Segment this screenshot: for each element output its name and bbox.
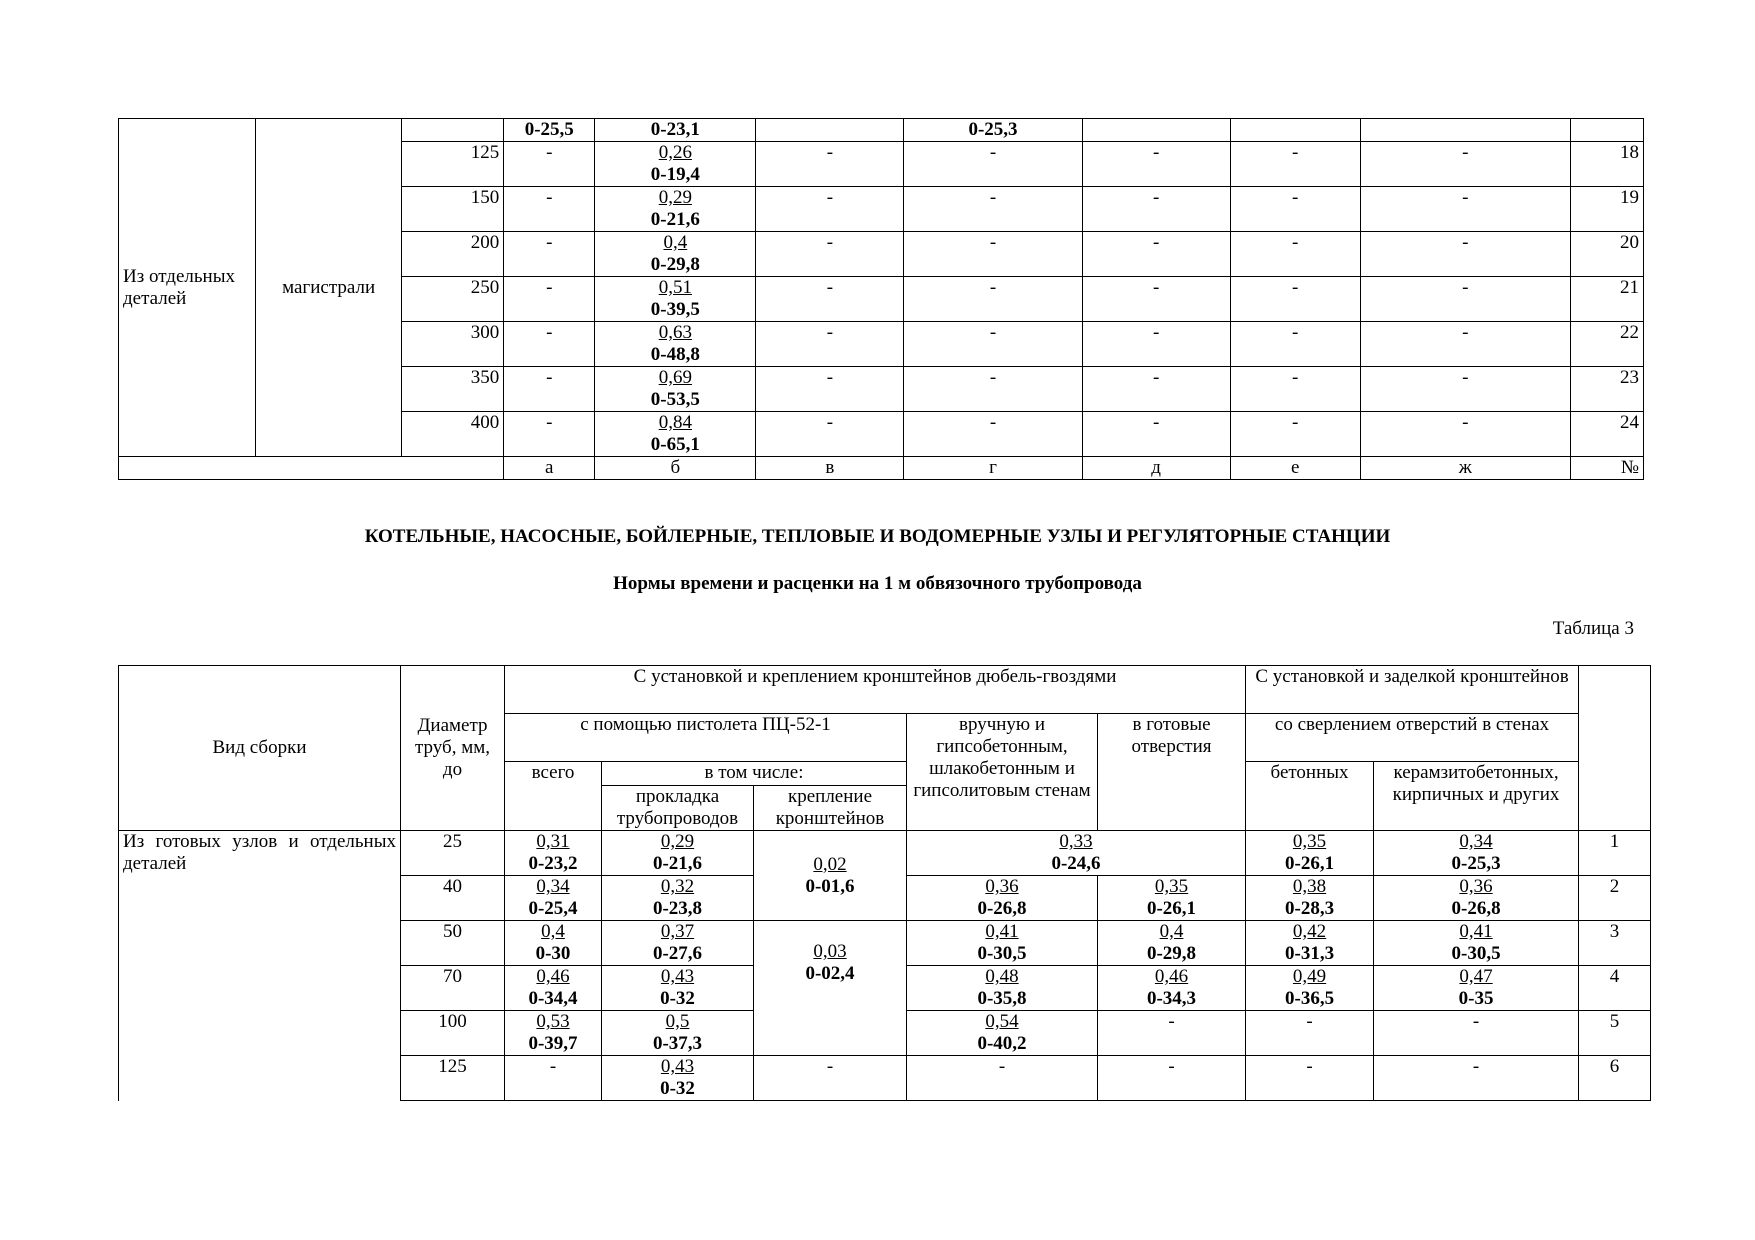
diameter-cell: 250: [402, 277, 504, 322]
table-cell: -: [904, 232, 1082, 277]
diameter-cell: 150: [402, 187, 504, 232]
row-number: 20: [1570, 232, 1643, 277]
table-cell: [595, 187, 756, 232]
header-cell: вручную и гипсобетонным, шлакобетонным и гипсолитовым стенам: [907, 714, 1098, 831]
rate: 0-02,4: [805, 963, 855, 984]
table-cell: -: [504, 142, 595, 187]
table-cell: -: [756, 412, 904, 457]
table-cell: -: [1230, 412, 1360, 457]
table-cell: -: [907, 1056, 1098, 1101]
rate: 0-30,5: [1451, 943, 1501, 964]
table-cell: -: [504, 412, 595, 457]
header-vid: Вид сборки: [212, 737, 307, 758]
table-cell: [505, 1011, 602, 1056]
table-cell: -: [1230, 232, 1360, 277]
table-cell: [595, 232, 756, 277]
table-cell: -: [1098, 1056, 1246, 1101]
row-number: 21: [1570, 277, 1643, 322]
table-cell: -: [756, 232, 904, 277]
assembly-type-label: Из готовых узлов и отдельных деталей: [123, 831, 396, 874]
table-cell: [1098, 876, 1246, 921]
table-cell: -: [1360, 412, 1570, 457]
norm-time: 0,49: [1292, 966, 1327, 987]
table-cell: [1246, 831, 1374, 876]
table-cell: [1570, 119, 1643, 142]
rate: 0-34,3: [1146, 988, 1197, 1009]
norm-time: 0,4: [541, 921, 565, 942]
table-cell: -: [1230, 367, 1360, 412]
table-cell: [595, 367, 756, 412]
table-cell: [595, 412, 756, 457]
row-number: 22: [1570, 322, 1643, 367]
column-letter: г: [904, 457, 1082, 480]
diameter-cell: 200: [402, 232, 504, 277]
rate: 0-30: [535, 943, 571, 964]
rate: 0-39,5: [650, 299, 700, 320]
diameter-cell: 40: [401, 876, 505, 921]
rate: 0-35,8: [977, 988, 1027, 1009]
rate: 0-26,8: [1451, 898, 1501, 919]
table-cell: -: [1360, 232, 1570, 277]
table-cell: -: [904, 142, 1082, 187]
header-cell: керамзитобетонных, кирпичных и других: [1374, 762, 1579, 831]
column-letter: д: [1082, 457, 1230, 480]
diameter-cell: 25: [401, 831, 505, 876]
norm-time: 0,34: [1459, 831, 1493, 852]
column-letter: е: [1230, 457, 1360, 480]
norm-time: 0,43: [660, 966, 695, 987]
rate: 0-34,4: [528, 988, 578, 1009]
norm-time: 0,35: [1292, 831, 1327, 852]
table-cell: [1246, 876, 1374, 921]
norm-time: 0,4: [663, 232, 688, 253]
table-cell: 0-23,1: [595, 119, 756, 142]
norm-time: 0,5: [665, 1011, 690, 1032]
table-row: [119, 119, 1644, 142]
rate: 0-35: [1458, 988, 1494, 1009]
diameter-cell: 125: [401, 1056, 505, 1101]
norm-time: 0,48: [985, 966, 1019, 987]
table-cell: -: [1098, 1011, 1246, 1056]
table-cell: -: [504, 322, 595, 367]
table-cell: [505, 831, 602, 876]
table-cell: [1374, 921, 1579, 966]
norm-time: 0,47: [1459, 966, 1493, 987]
rate: 0-21,6: [652, 853, 703, 874]
norm-time: 0,26: [658, 142, 692, 163]
row-number: 23: [1570, 367, 1643, 412]
table-cell: [602, 921, 754, 966]
table-cell: [754, 921, 907, 1056]
header-cell: в том числе:: [602, 762, 907, 786]
header-row: [119, 666, 1651, 714]
table-cell: [1374, 966, 1579, 1011]
table-cell: [907, 831, 1246, 876]
table-cell: -: [1360, 187, 1570, 232]
rate: 0-26,1: [1146, 898, 1197, 919]
rate: 0-23,2: [528, 853, 578, 874]
norm-time: 0,54: [985, 1011, 1019, 1032]
norm-time: 0,31: [536, 831, 570, 852]
table-cell: [1246, 966, 1374, 1011]
norm-time: 0,03: [813, 941, 847, 962]
table-row: [119, 831, 1651, 876]
rate: 0-31,3: [1285, 943, 1335, 964]
norm-time: 0,42: [1292, 921, 1327, 942]
row-number: 2: [1579, 876, 1651, 921]
table-cell: [907, 921, 1098, 966]
table-cell: -: [904, 277, 1082, 322]
table-footer-row: [119, 457, 1644, 480]
table-cell: [602, 966, 754, 1011]
column-letter: б: [595, 457, 756, 480]
table-cell: [1230, 119, 1360, 142]
diameter-cell: 50: [401, 921, 505, 966]
norm-time: 0,35: [1154, 876, 1189, 897]
norm-time: 0,34: [536, 876, 570, 897]
norm-time: 0,41: [1459, 921, 1493, 942]
table-cell: -: [505, 1056, 602, 1101]
rate: 0-26,1: [1285, 853, 1335, 874]
header-cell: [119, 666, 401, 831]
rate: 0-32: [660, 988, 695, 1009]
norm-time: 0,38: [1292, 876, 1327, 897]
table-number: Таблица 3: [1552, 618, 1634, 639]
table-cell: [402, 119, 504, 142]
table-cell: [1360, 119, 1570, 142]
table-cell: -: [1230, 142, 1360, 187]
table-cell: -: [1360, 367, 1570, 412]
table-cell: [1374, 876, 1579, 921]
header-cell: [401, 666, 505, 831]
header-cell: прокладка трубопроводов: [602, 786, 754, 831]
header-cell: всего: [505, 762, 602, 831]
rate: 0-29,8: [650, 254, 700, 275]
header-cell: крепление кронштейнов: [754, 786, 907, 831]
rate: 0-28,3: [1285, 898, 1335, 919]
table-cell: -: [904, 412, 1082, 457]
norm-time: 0,37: [660, 921, 695, 942]
table-cell: -: [1082, 232, 1230, 277]
table-cell: -: [1082, 277, 1230, 322]
norm-time: 0,63: [658, 322, 692, 343]
rate: 0-24,6: [1051, 853, 1101, 874]
row-number: 6: [1579, 1056, 1651, 1101]
norm-time: 0,29: [660, 831, 695, 852]
table-cell: -: [756, 277, 904, 322]
assembly-type-cell: [119, 831, 401, 1101]
rate: 0-40,2: [977, 1033, 1027, 1054]
rate: 0-19,4: [650, 164, 700, 185]
norm-time: 0,02: [813, 853, 847, 875]
header-cell: со сверлением отверстий в стенах: [1246, 714, 1579, 762]
table-cell: [595, 142, 756, 187]
table-cell: [1374, 831, 1579, 876]
column-letter: в: [756, 457, 904, 480]
header-cell: в готовые отверстия: [1098, 714, 1246, 831]
table-cell: [505, 876, 602, 921]
rate: 0-25,3: [1451, 853, 1501, 874]
header-cell: с помощью пистолета ПЦ-52-1: [505, 714, 907, 762]
table-cell: [602, 1056, 754, 1101]
assembly-type-label: Из отдельных деталей: [123, 265, 235, 309]
table-cell: -: [904, 322, 1082, 367]
table-cell: -: [756, 187, 904, 232]
row-number: 18: [1570, 142, 1643, 187]
table-cell: -: [1082, 187, 1230, 232]
table-cell: -: [1246, 1056, 1374, 1101]
row-number: 1: [1579, 831, 1651, 876]
rate: 0-32: [660, 1078, 695, 1099]
table-cell: -: [1360, 142, 1570, 187]
table-cell: 0-25,5: [504, 119, 595, 142]
table-cell: [505, 966, 602, 1011]
table-cell: 0-25,3: [904, 119, 1082, 142]
norm-time: 0,36: [1459, 876, 1493, 897]
norm-time: 0,33: [1059, 831, 1093, 852]
table-cell: -: [1230, 187, 1360, 232]
table-cell: [754, 831, 907, 921]
table-cell: -: [1374, 1056, 1579, 1101]
table-cell: [907, 966, 1098, 1011]
table-cell: [1098, 966, 1246, 1011]
header-cell: С установкой и креплением кронштейнов дюбель-гвоздями: [505, 666, 1246, 714]
norm-time: 0,84: [658, 412, 692, 433]
table-cell: -: [904, 187, 1082, 232]
table-cell: [595, 322, 756, 367]
rate: 0-48,8: [650, 344, 700, 365]
rate: 0-26,8: [977, 898, 1027, 919]
table-cell: [1098, 921, 1246, 966]
table-cell: -: [756, 322, 904, 367]
rate: 0-27,6: [652, 943, 703, 964]
table-cell: -: [1082, 142, 1230, 187]
table-cell: [602, 876, 754, 921]
section-heading: КОТЕЛЬНЫЕ, НАСОСНЫЕ, БОЙЛЕРНЫЕ, ТЕПЛОВЫЕ И ВОДОМЕРНЫЕ УЗЛЫ И РЕГУЛЯТОРНЫЕ СТАНЦИИ: [364, 526, 1391, 547]
row-number: 24: [1570, 412, 1643, 457]
table-cell: -: [754, 1056, 907, 1101]
table-3: [118, 665, 1651, 1101]
diameter-cell: 125: [402, 142, 504, 187]
rate: 0-25,4: [528, 898, 578, 919]
row-number: 5: [1579, 1011, 1651, 1056]
diameter-cell: 400: [402, 412, 504, 457]
table-cell: -: [504, 232, 595, 277]
table-cell: [907, 1011, 1098, 1056]
table-cell: [505, 921, 602, 966]
rate: 0-39,7: [528, 1033, 578, 1054]
table-cell: -: [1230, 322, 1360, 367]
table-cell: -: [1082, 367, 1230, 412]
norm-time: 0,32: [660, 876, 695, 897]
rate: 0-29,8: [1146, 943, 1197, 964]
row-number: 19: [1570, 187, 1643, 232]
header-diameter: Диаметр труб, мм, до: [415, 715, 490, 780]
header-cell: бетонных: [1246, 762, 1374, 831]
table-caption: Нормы времени и расценки на 1 м обвязочного трубопровода: [613, 573, 1142, 594]
diameter-cell: 100: [401, 1011, 505, 1056]
category-label: магистрали: [282, 276, 376, 298]
assembly-type-cell: [119, 119, 256, 457]
table-cell: [595, 277, 756, 322]
rate: 0-53,5: [650, 389, 700, 410]
table-cell: -: [504, 277, 595, 322]
diameter-cell: 70: [401, 966, 505, 1011]
header-cell: С установкой и заделкой кронштейнов: [1246, 666, 1579, 714]
table-cell: -: [756, 367, 904, 412]
row-number: 3: [1579, 921, 1651, 966]
rate: 0-65,1: [650, 434, 700, 455]
rate: 0-21,6: [650, 209, 700, 230]
table-cell: -: [756, 142, 904, 187]
table-cell: [119, 457, 504, 480]
rate: 0-30,5: [977, 943, 1027, 964]
rate: 0-23,8: [652, 898, 703, 919]
norm-time: 0,46: [1154, 966, 1189, 987]
rate: 0-37,3: [652, 1033, 703, 1054]
table-cell: -: [504, 187, 595, 232]
norm-time: 0,51: [658, 277, 692, 298]
table-cell: [1082, 119, 1230, 142]
rate: 0-01,6: [805, 875, 855, 897]
table-cell: -: [1360, 277, 1570, 322]
diameter-cell: 300: [402, 322, 504, 367]
rate: 0-36,5: [1285, 988, 1335, 1009]
table-cell: -: [1082, 412, 1230, 457]
table-cell: -: [504, 367, 595, 412]
header-cell: [1579, 666, 1651, 831]
norm-time: 0,69: [658, 367, 692, 388]
category-cell: [256, 119, 402, 457]
table-continuation: [118, 118, 1644, 480]
norm-time: 0,46: [536, 966, 570, 987]
column-letter: ж: [1360, 457, 1570, 480]
column-letter: а: [504, 457, 595, 480]
norm-time: 0,41: [985, 921, 1019, 942]
table-cell: -: [1360, 322, 1570, 367]
table-cell: -: [1230, 277, 1360, 322]
row-number: 4: [1579, 966, 1651, 1011]
table-cell: -: [1246, 1011, 1374, 1056]
table-cell: [756, 119, 904, 142]
column-letter: №: [1570, 457, 1643, 480]
norm-time: 0,43: [660, 1056, 695, 1077]
norm-time: 0,29: [658, 187, 692, 208]
norm-time: 0,4: [1159, 921, 1184, 942]
norm-time: 0,36: [985, 876, 1019, 897]
table-cell: -: [904, 367, 1082, 412]
table-cell: -: [1374, 1011, 1579, 1056]
table-cell: [907, 876, 1098, 921]
table-cell: [602, 1011, 754, 1056]
table-cell: -: [1082, 322, 1230, 367]
diameter-cell: 350: [402, 367, 504, 412]
table-cell: [602, 831, 754, 876]
norm-time: 0,53: [536, 1011, 570, 1032]
table-cell: [1246, 921, 1374, 966]
